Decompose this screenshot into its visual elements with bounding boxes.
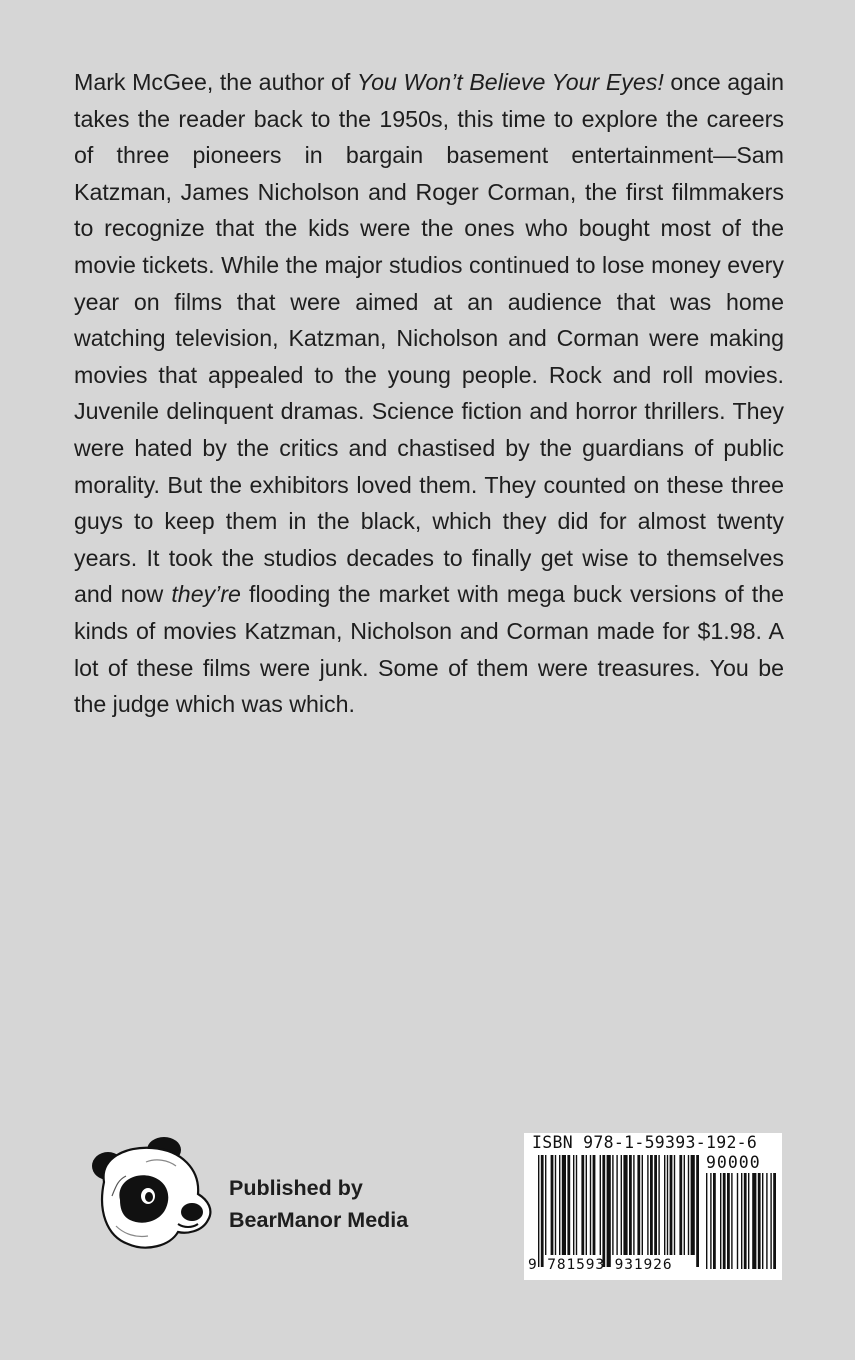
barcode-bar <box>727 1173 730 1269</box>
barcode-bar <box>710 1173 711 1269</box>
barcode-bar <box>581 1155 584 1255</box>
barcode-bar <box>647 1155 648 1255</box>
blurb-emphasis: they’re <box>171 581 241 608</box>
barcode-bar <box>538 1155 539 1267</box>
barcode-bar <box>688 1155 689 1255</box>
barcode-bar <box>654 1155 657 1255</box>
published-by-label: Published by <box>229 1176 363 1200</box>
barcode-bar <box>562 1155 566 1255</box>
barcode-bar <box>629 1155 632 1255</box>
barcode-bar <box>576 1155 577 1255</box>
barcode-bar <box>744 1173 747 1269</box>
barcode-bar <box>748 1173 749 1269</box>
barcode-bar <box>773 1173 776 1269</box>
panda-bear-head-icon <box>86 1136 216 1256</box>
barcode-bar <box>612 1155 613 1255</box>
barcode-bar <box>637 1155 640 1255</box>
barcode-bar <box>731 1173 732 1269</box>
isbn-barcode <box>524 1133 782 1280</box>
publisher-name: BearManor Media <box>229 1208 409 1232</box>
barcode-bar <box>670 1155 673 1255</box>
isbn-label: ISBN 978-1-59393-192-6 <box>532 1133 758 1152</box>
barcode-bar <box>621 1155 622 1255</box>
price-addon-digits: 90000 <box>706 1153 761 1172</box>
publisher-credit <box>229 1172 408 1236</box>
barcode-bar <box>691 1155 695 1255</box>
barcode-bar <box>770 1173 771 1269</box>
barcode-bar <box>633 1155 634 1255</box>
barcode-bar <box>593 1155 596 1255</box>
barcode-bar <box>741 1173 742 1269</box>
ean-digits: 9 781593 931926 <box>528 1257 673 1273</box>
barcode-bar <box>684 1155 685 1255</box>
barcode-bar <box>766 1173 767 1269</box>
barcode-bar <box>545 1155 546 1255</box>
barcode-bar <box>573 1155 574 1255</box>
barcode-bar <box>706 1173 707 1269</box>
barcode-bar <box>623 1155 627 1255</box>
barcode-bar <box>541 1155 544 1267</box>
barcode-bar <box>674 1155 675 1255</box>
barcode-bar <box>600 1155 601 1255</box>
back-cover-blurb <box>74 64 784 723</box>
barcode-bar <box>679 1155 682 1255</box>
barcode-bar <box>737 1173 738 1269</box>
barcode-bar <box>723 1173 726 1269</box>
barcode-bar <box>696 1155 699 1267</box>
blurb-body: once again takes the reader back to the 1950s, this time to explore the careers of three pioneers in bargain basement entertainment—Sam Katzman, James Nicholson and Roger Corman, the first filmmakers to recognize that the kids were the ones who bought most of the movie tickets. While the major studios continued to lose money every year on films that were aimed at an audience that was home watching television, Katzman, Nicholson and Corman were making movies that appealed to the young people. Rock and roll movies. Juvenile delinquent dramas. Science fiction and horror thrillers. They were hated by the critics and chastised by the guardians of public morality. But the exhibitors loved them. They counted on these three guys to keep them in the black, which they did for almost twenty years. It took the studios decades to finally get wise to themselves and now <box>74 69 784 608</box>
barcode-bar <box>752 1173 756 1269</box>
blurb-ending: flooding the market with mega buck versions of the kinds of movies Katzman, Nicholson and Corman made for $1.98. A lot of these films were junk. Some of them were treasures. You be the judge which was which. <box>74 581 785 718</box>
blurb-book-title: You Won’t Believe Your Eyes! <box>356 69 664 95</box>
barcode-bar <box>586 1155 587 1255</box>
barcode-bar <box>616 1155 617 1255</box>
barcode-bar <box>664 1155 665 1255</box>
barcode-bar <box>658 1155 659 1255</box>
barcode-bar <box>758 1173 761 1269</box>
barcode-bar <box>555 1155 556 1255</box>
barcode-bar <box>559 1155 560 1255</box>
barcode-bar <box>607 1155 611 1267</box>
barcode-bar <box>720 1173 721 1269</box>
barcode-bar <box>650 1155 653 1255</box>
barcode-bar <box>590 1155 591 1255</box>
barcode-bar <box>667 1155 668 1255</box>
barcode-bar <box>642 1155 643 1255</box>
blurb-intro: Mark McGee, the author of <box>74 69 357 95</box>
barcode-bar <box>551 1155 554 1255</box>
barcode-bar <box>713 1173 716 1269</box>
barcode-bar <box>762 1173 763 1269</box>
barcode-bar <box>602 1155 605 1267</box>
barcode-bar <box>567 1155 570 1255</box>
